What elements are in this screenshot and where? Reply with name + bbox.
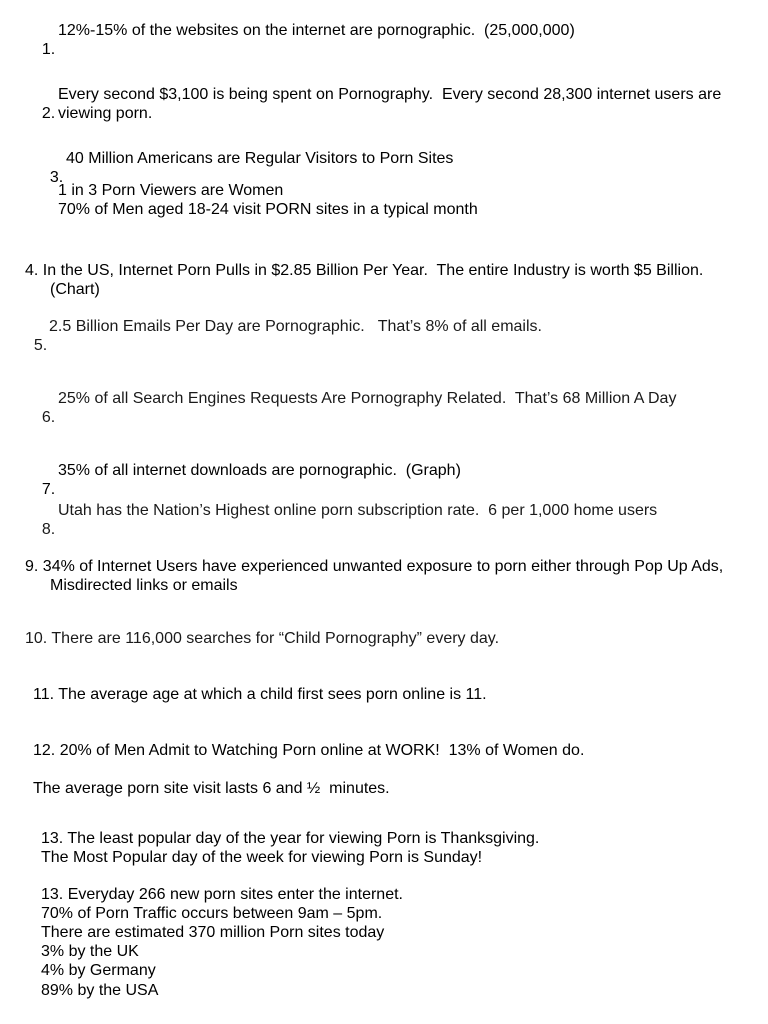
sub-item: The average porn site visit lasts 6 and ½ minutes.	[33, 780, 390, 797]
list-item-8	[33, 501, 658, 559]
list-item-2-continuation: viewing porn.	[58, 105, 153, 122]
sub-item: 70% of Porn Traffic occurs between 9am – 5pm.	[41, 905, 383, 922]
list-item-9: 9. 34% of Internet Users have experienced unwanted exposure to porn either through Pop Up Ads,	[25, 558, 724, 575]
item-text: 12%-15% of the websites on the internet are pornographic. (25,000,000)	[58, 22, 575, 39]
list-item-11: 11. The average age at which a child first sees porn online is 11.	[33, 686, 487, 703]
item-text: 25% of all Search Engines Requests Are Pornography Related. That’s 68 Million A Day	[58, 390, 677, 407]
list-item-5	[25, 317, 542, 375]
list-item-1	[33, 21, 575, 79]
list-item-4: 4. In the US, Internet Porn Pulls in $2.85 Billion Per Year. The entire Industry is worth $5 Billion.	[25, 262, 704, 279]
list-item-6	[33, 389, 677, 447]
item-text: 35% of all internet downloads are pornographic. (Graph)	[58, 462, 461, 479]
item-text: Every second $3,100 is being spent on Pornography. Every second 28,300 internet users are	[58, 86, 722, 103]
sub-item: 1 in 3 Porn Viewers are Women	[58, 182, 284, 199]
item-text: Utah has the Nation’s Highest online porn subscription rate. 6 per 1,000 home users	[58, 502, 658, 519]
list-item-9-continuation: Misdirected links or emails	[50, 577, 238, 594]
sub-item: 4% by Germany	[41, 962, 156, 979]
item-text: 2.5 Billion Emails Per Day are Pornographic. That’s 8% of all emails.	[49, 318, 542, 335]
item-number: 2.	[41, 105, 56, 123]
list-item-13b: 13. Everyday 266 new porn sites enter the internet.	[41, 886, 403, 903]
list-item-10: 10. There are 116,000 searches for “Child Pornography” every day.	[25, 630, 500, 647]
item-number: 5.	[33, 337, 48, 355]
item-number: 8.	[41, 521, 56, 539]
sub-item: 89% by the USA	[41, 982, 159, 999]
item-number: 7.	[41, 481, 56, 499]
item-number: 6.	[41, 409, 56, 427]
list-item-4-continuation: (Chart)	[50, 281, 100, 298]
list-item-12: 12. 20% of Men Admit to Watching Porn online at WORK! 13% of Women do.	[33, 742, 585, 759]
sub-item: The Most Popular day of the week for viewing Porn is Sunday!	[41, 849, 483, 866]
sub-item: 3% by the UK	[41, 943, 139, 960]
item-number: 3.	[49, 169, 64, 187]
list-item-13a: 13. The least popular day of the year for viewing Porn is Thanksgiving.	[41, 830, 540, 847]
sub-item: There are estimated 370 million Porn sites today	[41, 924, 385, 941]
sub-item: 70% of Men aged 18-24 visit PORN sites in a typical month	[58, 201, 478, 218]
item-text: 40 Million Americans are Regular Visitors to Porn Sites	[66, 150, 454, 167]
item-number: 1.	[41, 41, 56, 59]
